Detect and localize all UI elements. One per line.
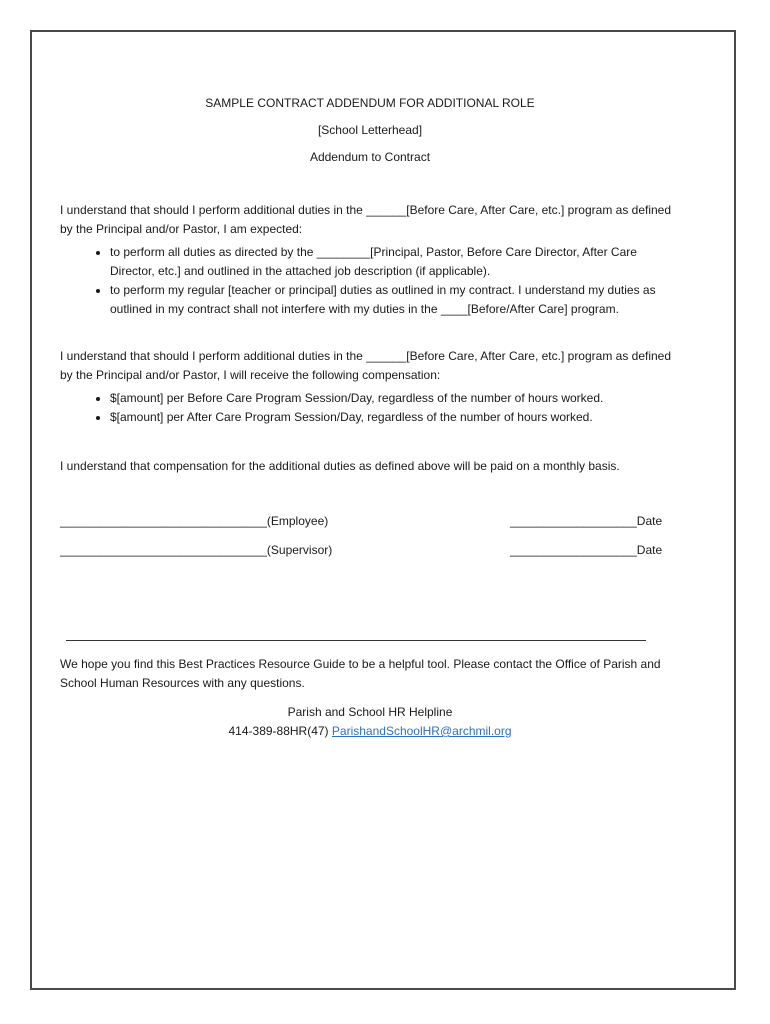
footer-note: We hope you find this Best Practices Resource Guide to be a helpful tool. Please contact the Office of Parish and School Human Resources with any questions. <box>60 657 661 690</box>
helpline-title: Parish and School HR Helpline <box>287 705 453 719</box>
document-body <box>60 60 680 741</box>
expectations-list <box>60 243 680 319</box>
helpline-phone: 414-389-88HR(47) <box>228 724 329 738</box>
letterhead-placeholder: [School Letterhead] <box>317 123 423 137</box>
helpline-contact <box>60 722 680 741</box>
expectations-intro: I understand that should I perform additional duties in the ______[Before Care, After Care, etc.] program as defined by the Principal and/or Pastor, I am expected: <box>60 203 672 236</box>
signature-block <box>60 512 680 560</box>
helpline-email-link[interactable]: ParishandSchoolHR@archmil.org <box>331 724 512 738</box>
payment-text: I understand that compensation for the additional duties as defined above will be paid on a monthly basis. <box>60 459 620 473</box>
compensation-intro: I understand that should I perform additional duties in the ______[Before Care, After Care, etc.] program as defined by the Principal and/or Pastor, I will receive the following compensation: <box>60 349 672 382</box>
compensation-item: • $[amount] per Before Care Program Session/Day, regardless of the number of hours worked. <box>110 389 680 408</box>
document-subtitle: Addendum to Contract <box>309 150 431 164</box>
expectations-section <box>60 201 680 319</box>
supervisor-signature-row <box>60 541 680 560</box>
compensation-list <box>60 389 680 427</box>
employee-signature-line: _______________________________(Employee) <box>60 514 329 528</box>
employee-date-line: ___________________Date <box>510 514 663 528</box>
employee-signature-row <box>60 512 680 531</box>
supervisor-signature-line: _______________________________(Supervisor) <box>60 543 333 557</box>
document-title: SAMPLE CONTRACT ADDENDUM FOR ADDITIONAL ROLE <box>205 96 535 110</box>
footer-divider <box>66 640 646 641</box>
compensation-section <box>60 347 680 427</box>
supervisor-date-line: ___________________Date <box>510 543 663 557</box>
expectation-item: • to perform all duties as directed by the ________[Principal, Pastor, Before Care Director, After Care Director, etc.] and outlined in the attached job description (if applicable). <box>110 243 680 281</box>
payment-section <box>60 457 680 476</box>
compensation-item: • $[amount] per After Care Program Session/Day, regardless of the number of hours worked. <box>110 408 680 427</box>
expectation-item: • to perform my regular [teacher or principal] duties as outlined in my contract. I understand my duties as outlined in my contract shall not interfere with my duties in the ____[Before/After Care] program. <box>110 281 680 319</box>
